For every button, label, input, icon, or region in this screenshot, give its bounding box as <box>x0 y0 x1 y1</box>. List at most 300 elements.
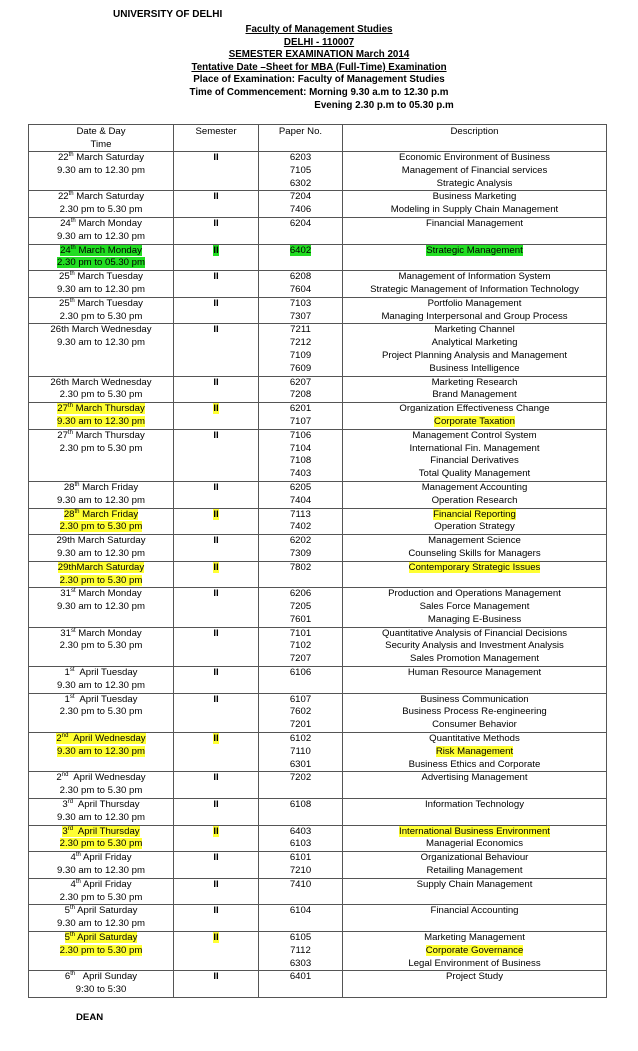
paper-no: 7204 <box>289 191 312 203</box>
date-month-day: April Saturday <box>74 905 138 917</box>
date-month-day: April Friday <box>80 852 132 864</box>
time-text: 2.30 pm to 5.30 pm <box>59 838 143 850</box>
description-cell <box>343 667 607 694</box>
paper-description: Strategic Management of Information Technology <box>370 283 579 295</box>
date-line <box>31 152 171 165</box>
date-ordinal-suffix: th <box>74 508 80 515</box>
date-line <box>31 852 171 865</box>
description-line <box>345 284 604 297</box>
date-ordinal-suffix: st <box>70 588 76 595</box>
header-paper-no: Paper No. <box>259 125 343 152</box>
description-line <box>345 443 604 456</box>
paper-description: Managing E-Business <box>427 613 522 625</box>
time-line <box>31 945 171 958</box>
table-row <box>29 271 607 298</box>
description-line <box>345 971 604 984</box>
table-row <box>29 324 607 376</box>
date-time-cell <box>29 271 174 298</box>
time-text: 9.30 am to 12.30 pm <box>57 865 145 877</box>
paper-no-line <box>261 509 340 522</box>
paper-no: 7602 <box>289 706 312 718</box>
paper-no: 6107 <box>289 693 312 705</box>
date-text <box>62 799 139 810</box>
date-time-cell <box>29 825 174 852</box>
table-row <box>29 429 607 481</box>
date-line <box>31 799 171 812</box>
semester-value: II <box>213 376 219 388</box>
date-time-cell <box>29 297 174 324</box>
description-line <box>345 245 604 258</box>
paper-description: Management of Financial services <box>401 164 548 176</box>
date-ordinal-suffix: nd <box>61 732 69 739</box>
semester-value: II <box>213 971 219 983</box>
paper-no-cell <box>259 297 343 324</box>
date-text <box>62 826 139 837</box>
date-number: 2 <box>56 733 62 745</box>
paper-no-line <box>261 311 340 324</box>
semester-value: II <box>213 588 219 600</box>
exam-title: SEMESTER EXAMINATION March 2014 <box>228 49 410 61</box>
date-line <box>31 482 171 495</box>
paper-description: Contemporary Strategic Issues <box>408 561 541 573</box>
description-line <box>345 521 604 534</box>
paper-no-line <box>261 879 340 892</box>
semester-cell <box>174 191 259 218</box>
table-row <box>29 971 607 998</box>
time-line <box>31 311 171 324</box>
paper-no-line <box>261 706 340 719</box>
paper-description: Organizational Behaviour <box>420 852 529 864</box>
paper-no-line <box>261 430 340 443</box>
description-line <box>345 799 604 812</box>
paper-no-line <box>261 653 340 666</box>
description-line <box>345 838 604 851</box>
date-month-day: March Friday <box>79 481 139 493</box>
paper-no-cell <box>259 191 343 218</box>
description-cell <box>343 799 607 826</box>
date-text <box>59 271 143 282</box>
paper-no-line <box>261 945 340 958</box>
paper-description: Business Communication <box>420 693 529 705</box>
paper-description: Business Process Re-engineering <box>402 706 547 718</box>
time-line <box>31 812 171 825</box>
paper-description: Financial Management <box>425 217 524 229</box>
semester-value: II <box>213 693 219 705</box>
description-cell <box>343 772 607 799</box>
date-text <box>65 694 138 705</box>
semester-value: II <box>213 271 219 283</box>
date-text <box>58 562 144 573</box>
time-text: 9.30 am to 12.30 pm <box>57 283 145 295</box>
paper-no-cell <box>259 217 343 244</box>
date-text <box>60 588 141 599</box>
paper-description: Sales Force Management <box>419 601 530 613</box>
time-line <box>31 984 171 997</box>
semester-value: II <box>213 667 219 679</box>
description-line <box>345 588 604 601</box>
paper-no: 6402 <box>289 244 312 256</box>
paper-no: 7604 <box>289 283 312 295</box>
paper-no-line <box>261 443 340 456</box>
date-text <box>64 482 138 493</box>
description-cell <box>343 508 607 535</box>
time-text: 2.30 pm to 5.30 pm <box>59 521 143 533</box>
time-text: 2.30 pm to 5.30 pm <box>59 442 143 454</box>
paper-no-cell <box>259 152 343 191</box>
paper-no-line <box>261 971 340 984</box>
paper-description: Risk Management <box>435 745 514 757</box>
description-line <box>345 311 604 324</box>
table-row <box>29 508 607 535</box>
description-cell <box>343 905 607 932</box>
paper-no: 6205 <box>289 481 312 493</box>
semester-value: II <box>213 535 219 547</box>
time-line <box>31 785 171 798</box>
description-line <box>345 455 604 468</box>
table-row <box>29 772 607 799</box>
semester-cell <box>174 271 259 298</box>
time-line <box>31 838 171 851</box>
semester-value: II <box>213 508 219 520</box>
date-text <box>65 667 138 678</box>
date-time-cell <box>29 324 174 376</box>
paper-no-line <box>261 324 340 337</box>
date-ordinal-suffix: th <box>70 244 76 251</box>
paper-no-line <box>261 152 340 165</box>
date-line <box>31 218 171 231</box>
table-row <box>29 481 607 508</box>
date-number: 27 <box>57 429 68 441</box>
date-line <box>31 694 171 707</box>
description-line <box>345 653 604 666</box>
paper-no-line <box>261 495 340 508</box>
date-ordinal-suffix: th <box>69 297 75 304</box>
date-ordinal-suffix: nd <box>61 772 69 779</box>
description-line <box>345 601 604 614</box>
date-number: 24 <box>60 217 71 229</box>
date-text <box>56 772 145 783</box>
document-header <box>0 24 638 112</box>
semester-value: II <box>213 297 219 309</box>
date-time-cell <box>29 217 174 244</box>
table-row <box>29 152 607 191</box>
description-cell <box>343 376 607 403</box>
time-text: 2.30 pm to 5.30 pm <box>59 389 143 401</box>
paper-no-cell <box>259 878 343 905</box>
paper-description: Corporate Taxation <box>434 415 515 427</box>
paper-no-line <box>261 694 340 707</box>
paper-description: Management Science <box>428 535 521 547</box>
date-line <box>31 377 171 390</box>
description-line <box>345 772 604 785</box>
description-line <box>345 403 604 416</box>
semester-value: II <box>213 932 219 944</box>
semester-cell <box>174 152 259 191</box>
paper-no-cell <box>259 852 343 879</box>
paper-no-line <box>261 826 340 839</box>
date-time-cell <box>29 772 174 799</box>
time-line <box>31 601 171 614</box>
paper-no-cell <box>259 693 343 732</box>
date-text <box>65 905 138 916</box>
time-text: 9.30 am to 12.30 pm <box>57 494 145 506</box>
description-cell <box>343 535 607 562</box>
semester-value: II <box>213 403 219 415</box>
date-number: 31 <box>60 588 71 600</box>
paper-no-cell <box>259 799 343 826</box>
time-line <box>31 257 171 270</box>
time-line <box>31 443 171 456</box>
paper-no-line <box>261 535 340 548</box>
description-line <box>345 905 604 918</box>
semester-value: II <box>213 825 219 837</box>
semester-cell <box>174 297 259 324</box>
description-cell <box>343 852 607 879</box>
paper-no-line <box>261 799 340 812</box>
paper-description: Counseling Skills for Managers <box>408 547 541 559</box>
date-ordinal-suffix: th <box>68 191 74 198</box>
date-line <box>31 298 171 311</box>
date-month-day: April Friday <box>80 878 132 890</box>
date-line <box>31 588 171 601</box>
paper-no-cell <box>259 508 343 535</box>
time-line <box>31 337 171 350</box>
date-text <box>50 324 151 335</box>
table-row <box>29 878 607 905</box>
date-month-day: April Tuesday <box>74 693 138 705</box>
paper-no-line <box>261 614 340 627</box>
date-time-cell <box>29 627 174 666</box>
paper-no: 7802 <box>289 561 312 573</box>
date-month-day: April Wednesday <box>68 733 146 745</box>
date-number: 28 <box>63 508 75 520</box>
date-line <box>31 772 171 785</box>
paper-no: 7205 <box>289 601 312 613</box>
semester-cell <box>174 561 259 588</box>
paper-no: 7406 <box>289 204 312 216</box>
date-time-cell <box>29 508 174 535</box>
paper-no-line <box>261 746 340 759</box>
table-row <box>29 561 607 588</box>
paper-description: Strategic Analysis <box>436 177 513 189</box>
date-text <box>60 628 141 639</box>
date-line <box>31 430 171 443</box>
date-ordinal-suffix: th <box>74 481 80 488</box>
paper-description: Human Resource Management <box>407 667 542 679</box>
date-ordinal-suffix: th <box>67 402 73 409</box>
description-line <box>345 826 604 839</box>
paper-no: 7201 <box>289 719 312 731</box>
description-line <box>345 759 604 772</box>
date-month-day: March Monday <box>75 627 142 639</box>
paper-no: 7106 <box>289 429 312 441</box>
paper-no-line <box>261 337 340 350</box>
date-month-day: March Tuesday <box>74 297 143 309</box>
paper-no: 6103 <box>289 838 312 850</box>
city-line: DELHI - 110007 <box>283 36 355 48</box>
paper-no-cell <box>259 244 343 271</box>
description-line <box>345 746 604 759</box>
paper-no-line <box>261 958 340 971</box>
header-date-label: Date & Day <box>76 126 126 137</box>
semester-value: II <box>213 905 219 917</box>
date-time-cell <box>29 971 174 998</box>
date-month-day: March Monday <box>75 217 142 229</box>
time-line <box>31 706 171 719</box>
description-line <box>345 178 604 191</box>
date-text <box>59 298 143 309</box>
description-cell <box>343 825 607 852</box>
date-month-day: April Tuesday <box>74 667 138 679</box>
table-row <box>29 627 607 666</box>
paper-no-line <box>261 759 340 772</box>
description-line <box>345 865 604 878</box>
table-row <box>29 535 607 562</box>
semester-value: II <box>213 878 219 890</box>
time-line <box>31 165 171 178</box>
time-text: 9.30 am to 12.30 pm <box>57 601 145 613</box>
paper-no-line <box>261 284 340 297</box>
paper-description: Advertising Management <box>421 772 528 784</box>
description-cell <box>343 627 607 666</box>
datesheet-table <box>28 124 607 998</box>
table-row <box>29 244 607 271</box>
paper-no: 7103 <box>289 297 312 309</box>
paper-no: 7112 <box>290 944 311 956</box>
date-line <box>31 905 171 918</box>
paper-no-line <box>261 588 340 601</box>
paper-no-line <box>261 852 340 865</box>
description-cell <box>343 932 607 971</box>
paper-no: 7105 <box>289 164 312 176</box>
paper-no: 7110 <box>290 745 311 757</box>
paper-no-cell <box>259 905 343 932</box>
date-line <box>31 535 171 548</box>
date-ordinal-suffix: st <box>69 666 75 673</box>
time-text: 2.30 pm to 5.30 pm <box>59 310 143 322</box>
semester-value: II <box>213 244 219 256</box>
date-time-cell <box>29 588 174 627</box>
description-line <box>345 706 604 719</box>
paper-no-line <box>261 838 340 851</box>
time-text: 9.30 am to 12.30 pm <box>57 337 145 349</box>
date-line <box>31 245 171 258</box>
description-cell <box>343 561 607 588</box>
paper-no: 7210 <box>289 865 312 877</box>
paper-description: Business Marketing <box>432 191 517 203</box>
paper-no-cell <box>259 733 343 772</box>
description-line <box>345 271 604 284</box>
paper-description: Managerial Economics <box>425 838 524 850</box>
description-line <box>345 694 604 707</box>
paper-no-line <box>261 416 340 429</box>
date-time-cell <box>29 376 174 403</box>
semester-cell <box>174 825 259 852</box>
paper-no-cell <box>259 535 343 562</box>
date-month-day: March Monday <box>75 588 142 600</box>
paper-no-cell <box>259 271 343 298</box>
description-line <box>345 495 604 508</box>
description-line <box>345 191 604 204</box>
paper-description: Sales Promotion Management <box>409 653 540 665</box>
paper-no-cell <box>259 561 343 588</box>
paper-description: Strategic Management <box>426 244 523 256</box>
paper-description: Retailing Management <box>426 865 523 877</box>
date-time-cell <box>29 481 174 508</box>
paper-no: 6403 <box>289 825 312 837</box>
paper-no-line <box>261 298 340 311</box>
time-line <box>31 521 171 534</box>
semester-value: II <box>213 429 219 441</box>
date-line <box>31 271 171 284</box>
date-number: 27 <box>57 403 68 415</box>
date-time-cell <box>29 932 174 971</box>
date-line <box>31 403 171 416</box>
paper-no: 6101 <box>289 852 312 864</box>
date-time-cell <box>29 561 174 588</box>
date-ordinal-suffix: st <box>70 627 76 634</box>
date-month-day: March Thursday <box>72 403 145 415</box>
paper-no: 6108 <box>289 799 312 811</box>
paper-no: 7208 <box>289 389 312 401</box>
date-number: 26th March Wednesday <box>50 376 152 388</box>
semester-value: II <box>213 217 219 229</box>
time-line <box>31 746 171 759</box>
date-ordinal-suffix: th <box>75 852 81 859</box>
date-line <box>31 667 171 680</box>
description-cell <box>343 878 607 905</box>
paper-no-line <box>261 482 340 495</box>
time-line <box>31 865 171 878</box>
time-line <box>31 204 171 217</box>
paper-description: International Business Environment <box>399 825 550 837</box>
paper-description: Financial Reporting <box>433 508 516 520</box>
description-line <box>345 932 604 945</box>
paper-description: Financial Accounting <box>430 905 519 917</box>
description-cell <box>343 191 607 218</box>
time-text: 2.30 pm to 5.30 pm <box>59 706 143 718</box>
paper-description: Portfolio Management <box>427 297 522 309</box>
paper-no-line <box>261 350 340 363</box>
table-row <box>29 667 607 694</box>
description-cell <box>343 481 607 508</box>
paper-no-line <box>261 719 340 732</box>
university-name: UNIVERSITY OF DELHI <box>113 9 223 20</box>
time-text: 2.30 pm to 5.30 pm <box>59 204 143 216</box>
date-line <box>31 879 171 892</box>
description-line <box>345 562 604 575</box>
date-time-cell <box>29 905 174 932</box>
table-row <box>29 799 607 826</box>
date-text <box>70 879 131 890</box>
semester-cell <box>174 535 259 562</box>
time-line <box>31 640 171 653</box>
paper-description: Marketing Channel <box>434 324 515 336</box>
paper-description: Business Ethics and Corporate <box>408 758 541 770</box>
paper-no-line <box>261 521 340 534</box>
semester-cell <box>174 217 259 244</box>
paper-description: Corporate Governance <box>425 944 524 956</box>
paper-description: Financial Derivatives <box>430 455 519 467</box>
paper-description: Quantitative Methods <box>429 733 520 745</box>
date-ordinal-suffix: th <box>67 429 73 436</box>
paper-no-cell <box>259 971 343 998</box>
paper-no: 6303 <box>289 957 312 969</box>
description-line <box>345 324 604 337</box>
semester-cell <box>174 905 259 932</box>
description-line <box>345 165 604 178</box>
date-month-day: March Tuesday <box>74 271 143 283</box>
